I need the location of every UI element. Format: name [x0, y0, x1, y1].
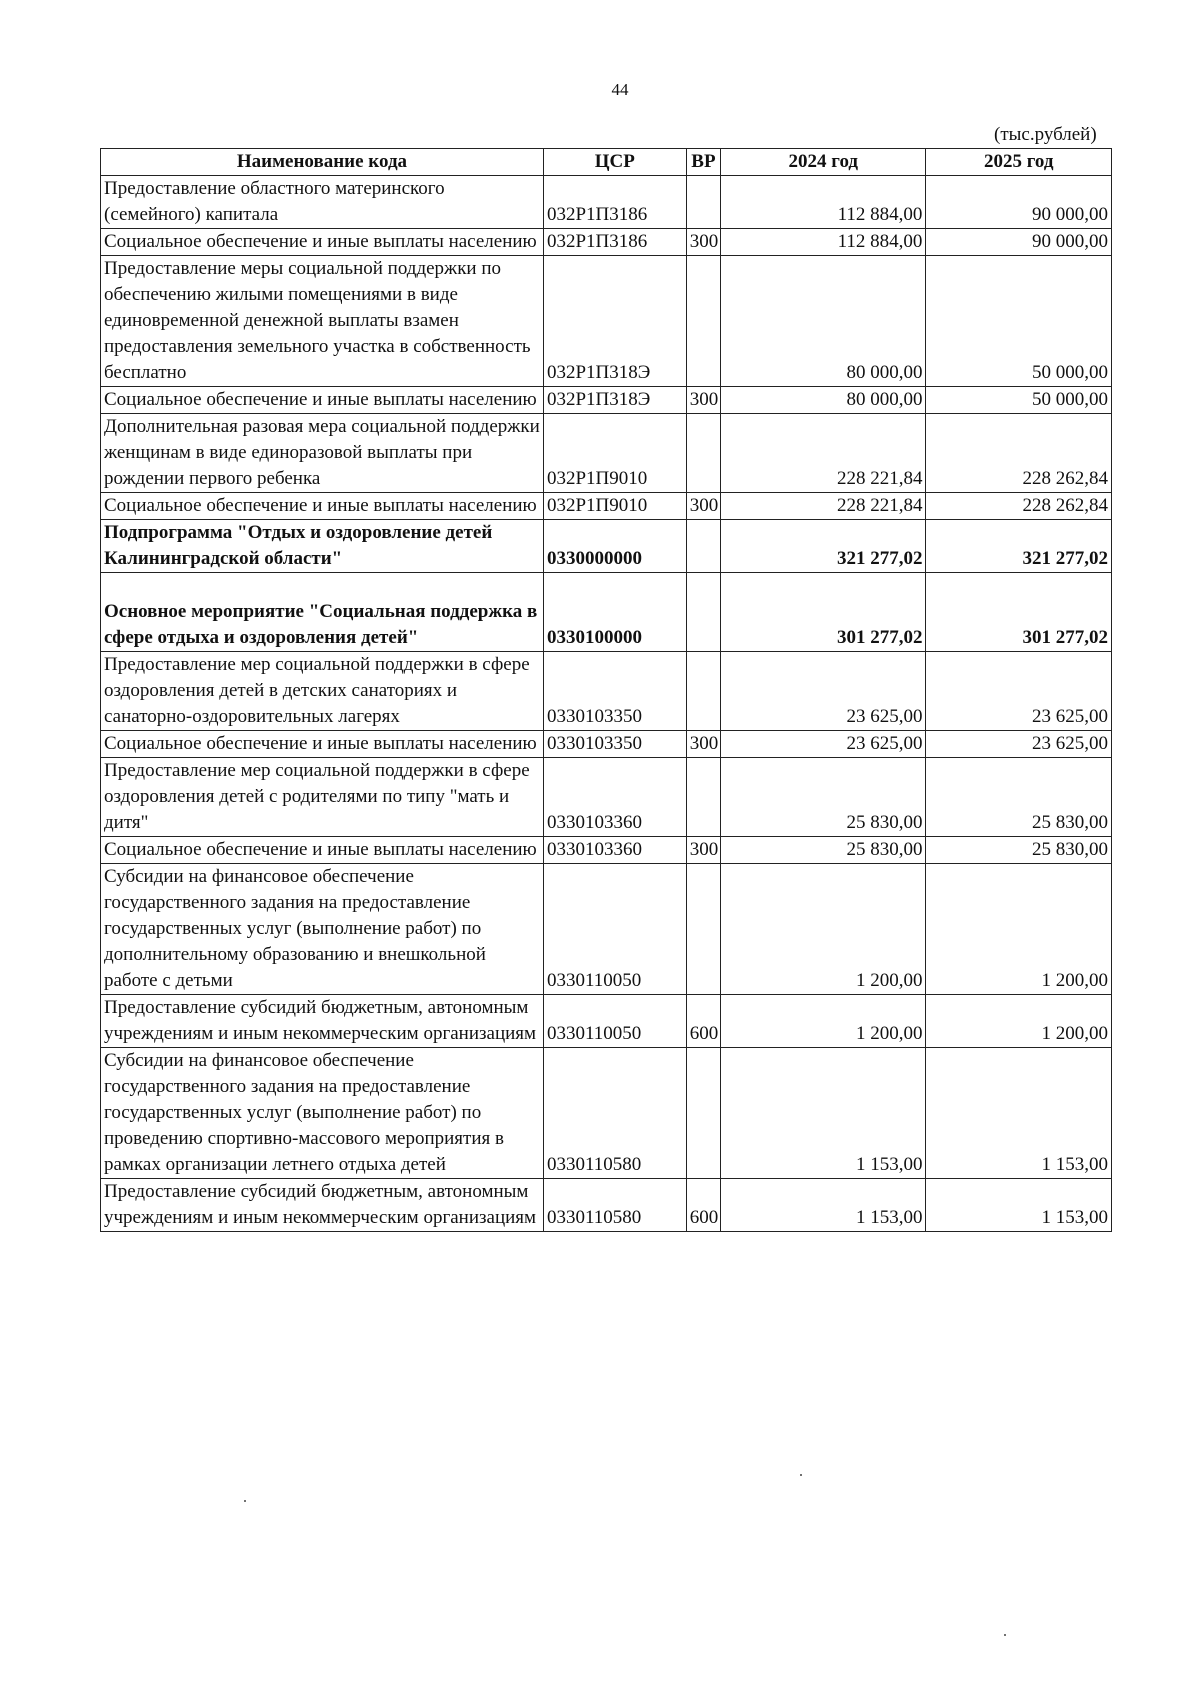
row-csr: 032Р1П9010: [543, 414, 686, 493]
row-2025: 1 200,00: [926, 995, 1112, 1048]
row-csr: 0330000000: [543, 520, 686, 573]
row-csr: 0330103360: [543, 837, 686, 864]
row-vr: [686, 256, 720, 387]
row-vr: [686, 520, 720, 573]
row-csr: 032Р1П9010: [543, 493, 686, 520]
units-label: (тыс.рублей): [994, 124, 1097, 145]
row-name: Предоставление мер социальной поддержки в сфере оздоровления детей в детских санаториях и санаторно-оздоровительных лагерях: [101, 652, 544, 731]
row-name: Предоставление мер социальной поддержки в сфере оздоровления детей с родителями по типу "мать и дитя": [101, 758, 544, 837]
row-2024: 80 000,00: [721, 256, 926, 387]
row-2024: 1 153,00: [721, 1179, 926, 1232]
table-row: [101, 652, 1112, 731]
row-2024: 25 830,00: [721, 758, 926, 837]
table-row: [101, 864, 1112, 995]
row-vr: 300: [686, 387, 720, 414]
table-row: [101, 256, 1112, 387]
row-name: Субсидии на финансовое обеспечение государственного задания на предоставление государственных услуг (выполнение работ) по проведению спортивно-массового мероприятия в рамках организации летнего отдыха детей: [101, 1048, 544, 1179]
row-name: Субсидии на финансовое обеспечение государственного задания на предоставление государственных услуг (выполнение работ) по дополнительному образованию и внешкольной работе с детьми: [101, 864, 544, 995]
row-vr: [686, 573, 720, 652]
row-csr: 0330103350: [543, 731, 686, 758]
row-2024: 112 884,00: [721, 176, 926, 229]
row-name: Подпрограмма "Отдых и оздоровление детей Калининградской области": [101, 520, 544, 573]
table-row: [101, 837, 1112, 864]
table-row: [101, 995, 1112, 1048]
row-2025: 25 830,00: [926, 837, 1112, 864]
row-2025: 25 830,00: [926, 758, 1112, 837]
table-row: [101, 758, 1112, 837]
row-vr: [686, 1048, 720, 1179]
row-csr: 0330103350: [543, 652, 686, 731]
row-2024: 112 884,00: [721, 229, 926, 256]
table-row: [101, 1048, 1112, 1179]
row-vr: [686, 414, 720, 493]
header-2025: 2025 год: [926, 149, 1112, 176]
row-vr: 300: [686, 493, 720, 520]
row-name: Социальное обеспечение и иные выплаты населению: [101, 493, 544, 520]
row-name: Предоставление меры социальной поддержки по обеспечению жилыми помещениями в виде единовременной денежной выплаты взамен предоставления земельного участка в собственность бесплатно: [101, 256, 544, 387]
row-2024: 23 625,00: [721, 731, 926, 758]
row-name: Социальное обеспечение и иные выплаты населению: [101, 229, 544, 256]
row-2025: 321 277,02: [926, 520, 1112, 573]
row-csr: 0330110580: [543, 1179, 686, 1232]
row-2024: 1 153,00: [721, 1048, 926, 1179]
budget-table: [100, 148, 1112, 1232]
row-2025: 90 000,00: [926, 176, 1112, 229]
header-csr: ЦСР: [543, 149, 686, 176]
table-row: [101, 229, 1112, 256]
row-vr: 300: [686, 229, 720, 256]
row-csr: 032Р1П3186: [543, 229, 686, 256]
row-csr: 0330100000: [543, 573, 686, 652]
row-2025: 90 000,00: [926, 229, 1112, 256]
table-row: [101, 573, 1112, 652]
row-vr: 300: [686, 731, 720, 758]
row-name: Предоставление субсидий бюджетным, автономным учреждениям и иным некоммерческим организациям: [101, 1179, 544, 1232]
table-row: [101, 520, 1112, 573]
row-csr: 0330110050: [543, 995, 686, 1048]
row-vr: [686, 864, 720, 995]
row-vr: [686, 176, 720, 229]
row-2025: 301 277,02: [926, 573, 1112, 652]
row-vr: 600: [686, 1179, 720, 1232]
row-vr: [686, 652, 720, 731]
row-name: Социальное обеспечение и иные выплаты населению: [101, 731, 544, 758]
row-csr: 0330103360: [543, 758, 686, 837]
scan-speck: [244, 1500, 246, 1502]
row-2024: 1 200,00: [721, 864, 926, 995]
row-2024: 321 277,02: [721, 520, 926, 573]
row-2024: 228 221,84: [721, 493, 926, 520]
row-name: Социальное обеспечение и иные выплаты населению: [101, 837, 544, 864]
table-row: [101, 493, 1112, 520]
scan-speck: [1004, 1634, 1006, 1636]
row-name: Предоставление областного материнского (семейного) капитала: [101, 176, 544, 229]
row-2025: 228 262,84: [926, 414, 1112, 493]
row-name: Предоставление субсидий бюджетным, автономным учреждениям и иным некоммерческим организациям: [101, 995, 544, 1048]
row-2025: 228 262,84: [926, 493, 1112, 520]
table-row: [101, 387, 1112, 414]
row-name: Основное мероприятие "Социальная поддержка в сфере отдыха и оздоровления детей": [101, 573, 544, 652]
header-vr: ВР: [686, 149, 720, 176]
row-2024: 25 830,00: [721, 837, 926, 864]
row-2025: 1 153,00: [926, 1048, 1112, 1179]
row-csr: 032Р1П318Э: [543, 387, 686, 414]
table-row: [101, 1179, 1112, 1232]
header-2024: 2024 год: [721, 149, 926, 176]
header-name: Наименование кода: [101, 149, 544, 176]
row-2025: 50 000,00: [926, 387, 1112, 414]
row-csr: 032Р1П318Э: [543, 256, 686, 387]
row-2024: 1 200,00: [721, 995, 926, 1048]
table-row: [101, 176, 1112, 229]
row-2025: 50 000,00: [926, 256, 1112, 387]
table-row: [101, 731, 1112, 758]
page-number: 44: [611, 80, 629, 99]
row-vr: 600: [686, 995, 720, 1048]
table-header-row: [101, 149, 1112, 176]
row-vr: [686, 758, 720, 837]
row-csr: 0330110050: [543, 864, 686, 995]
row-2025: 23 625,00: [926, 731, 1112, 758]
table-body: [101, 176, 1112, 1232]
row-2024: 23 625,00: [721, 652, 926, 731]
row-2025: 1 200,00: [926, 864, 1112, 995]
row-2024: 80 000,00: [721, 387, 926, 414]
row-2025: 23 625,00: [926, 652, 1112, 731]
row-name: Социальное обеспечение и иные выплаты населению: [101, 387, 544, 414]
row-vr: 300: [686, 837, 720, 864]
row-2024: 228 221,84: [721, 414, 926, 493]
row-csr: 032Р1П3186: [543, 176, 686, 229]
row-csr: 0330110580: [543, 1048, 686, 1179]
row-2024: 301 277,02: [721, 573, 926, 652]
row-2025: 1 153,00: [926, 1179, 1112, 1232]
table-row: [101, 414, 1112, 493]
scan-speck: [800, 1474, 802, 1476]
row-name: Дополнительная разовая мера социальной поддержки женщинам в виде единоразовой выплаты при рождении первого ребенка: [101, 414, 544, 493]
